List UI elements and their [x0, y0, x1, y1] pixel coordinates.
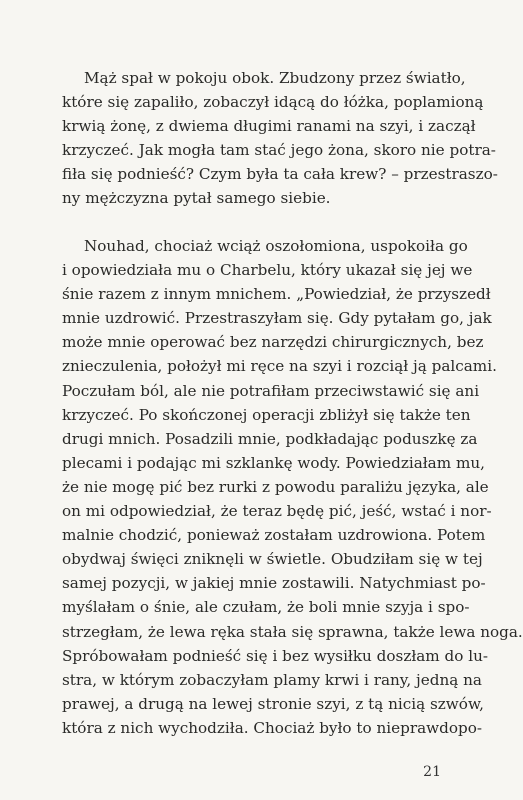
text-line: Mąż spał w pokoju obok. Zbudzony przez światło, [84, 69, 466, 87]
text-line: Spróbowałam podnieść się i bez wysiłku doszłam do lu- [62, 646, 488, 665]
text-line: mnie uzdrowić. Przestraszyłam się. Gdy pytałam go, jak [62, 309, 492, 328]
text-line: ny mężczyzna pytał samego siebie. [62, 189, 331, 208]
text-line: które się zapaliło, zobaczył idącą do łóżka, poplamioną [62, 93, 484, 112]
text-line: znieczulenia, położył mi ręce na szyi i rozciął ją palcami. [62, 357, 497, 376]
text-line: obydwaj święci zniknęli w świetle. Obudziłam się w tej [62, 550, 483, 569]
text-line: Poczułam ból, ale nie potrafiłam przeciwstawić się ani [62, 381, 480, 400]
paragraph-2 [62, 234, 523, 740]
text-line: drugi mnich. Posadzili mnie, podkładając poduszkę za [62, 429, 478, 448]
text-line: plecami i podając mi szklankę wody. Powiedziałam mu, [62, 453, 485, 472]
text-line: on mi odpowiedział, że teraz będę pić, jeść, wstać i nor- [62, 502, 492, 521]
text-line: Nouhad, chociaż wciąż oszołomiona, uspokoiła go [84, 237, 468, 255]
text-line: strzegłam, że lewa ręka stała się sprawna, także lewa noga. [62, 622, 523, 641]
text-line: że nie mogę pić bez rurki z powodu paraliżu języka, ale [62, 477, 489, 496]
text-line: która z nich wychodziła. Chociaż było to nieprawdopo- [62, 718, 482, 737]
text-line: samej pozycji, w jakiej mnie zostawili. Natychmiast po- [62, 574, 486, 593]
page-number: 21 [423, 764, 441, 780]
text-line: może mnie operować bez narzędzi chirurgicznych, bez [62, 333, 484, 352]
text-line: śnie razem z innym mnichem. „Powiedział, że przyszedł [62, 285, 491, 304]
text-line: krzyczeć. Jak mogła tam stać jego żona, skoro nie potra- [62, 141, 496, 160]
text-line: fiła się podnieść? Czym była ta cała krew? – przestraszo- [62, 165, 498, 184]
text-line: i opowiedziała mu o Charbelu, który ukazał się jej we [62, 261, 473, 280]
text-line: prawej, a drugą na lewej stronie szyi, z tą nicią szwów, [62, 694, 484, 713]
text-line: krzyczeć. Po skończonej operacji zbliżył się także ten [62, 405, 471, 424]
text-line: stra, w którym zobaczyłam plamy krwi i rany, jedną na [62, 670, 482, 689]
text-line: malnie chodzić, ponieważ zostałam uzdrowiona. Potem [62, 526, 486, 545]
paragraph-1 [62, 66, 498, 211]
text-line: myślałam o śnie, ale czułam, że boli mnie szyja i spo- [62, 598, 470, 617]
text-line: krwią żonę, z dwiema długimi ranami na szyi, i zaczął [62, 117, 476, 136]
